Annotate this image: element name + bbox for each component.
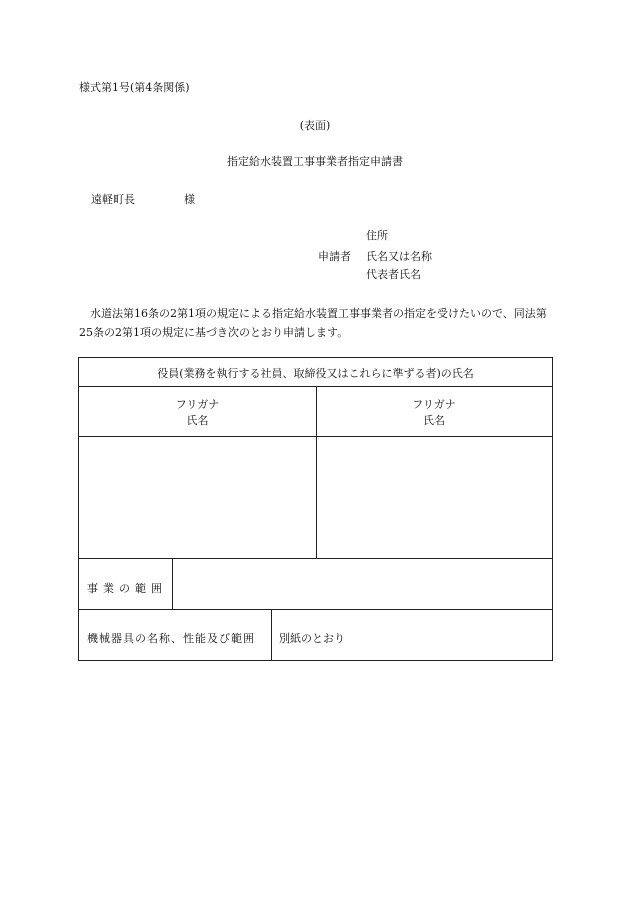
equipment-label: 機械器具の名称、性能及び範囲 — [87, 632, 255, 645]
officers-table — [78, 357, 553, 661]
right-name-label: 氏名 — [423, 414, 445, 427]
applicant-address-label: 住所 — [366, 229, 388, 242]
equipment-value: 別紙のとおり — [279, 632, 345, 645]
left-name-label: 氏名 — [186, 414, 209, 427]
form-number: 様式第1号(第4条関係) — [79, 81, 190, 94]
document-title: 指定給水装置工事事業者指定申請書 — [227, 155, 403, 168]
officers-header: 役員(業務を執行する社員、取締役又はこれらに準ずる者)の氏名 — [157, 367, 474, 380]
side-label: (表面) — [299, 119, 331, 132]
table-rule — [79, 609, 552, 610]
business-scope-label: 事業の範囲 — [87, 582, 167, 595]
applicant-role-label: 申請者 — [318, 250, 351, 263]
officer-entry-left[interactable] — [79, 437, 316, 558]
addressee-honorific: 様 — [184, 193, 195, 206]
left-kana-label: フリガナ — [175, 398, 220, 411]
officer-entry-right[interactable] — [317, 437, 552, 558]
applicant-name-label: 氏名又は名称 — [366, 250, 432, 263]
business-scope-entry[interactable] — [173, 559, 552, 609]
addressee-name: 遠軽町長 — [91, 193, 135, 206]
table-rule — [271, 609, 272, 660]
right-kana-label: フリガナ — [412, 398, 456, 411]
application-statement: 水道法第16条の2第1項の規定による指定給水装置工事事業者の指定を受けたいので、同法第25条の2第1項の規定に基づき次のとおり申請します。 — [79, 307, 547, 339]
applicant-representative-label: 代表者氏名 — [366, 268, 421, 281]
